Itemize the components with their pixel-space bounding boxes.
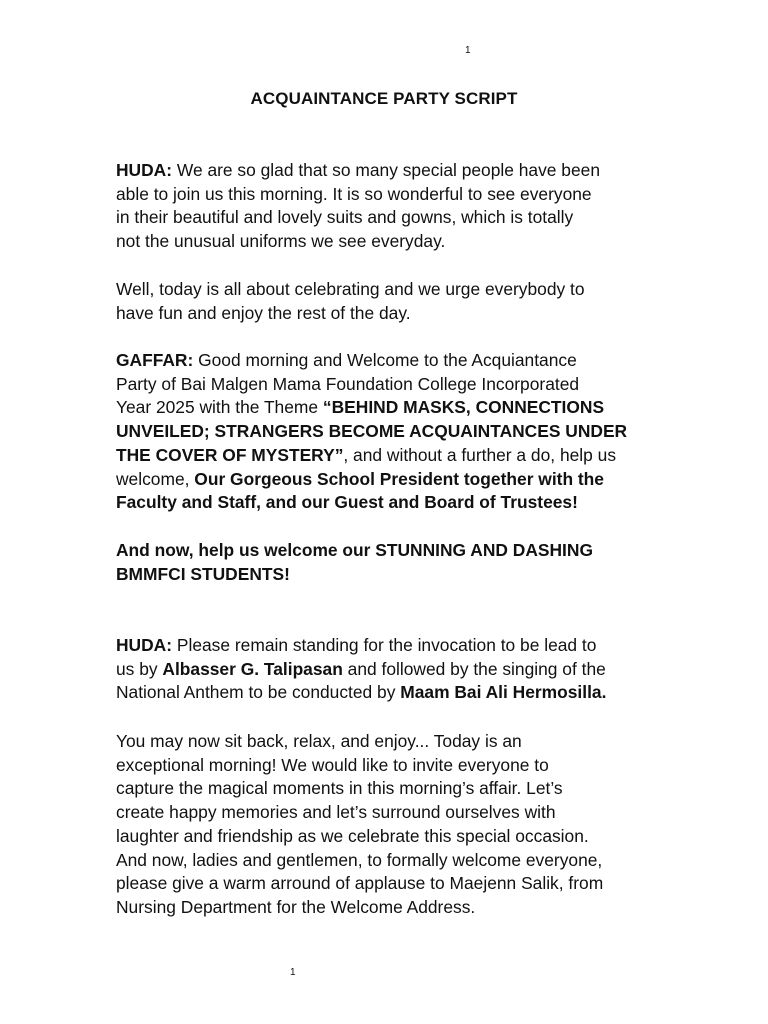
text-line: and followed by the singing of the: [342, 658, 606, 679]
text-line: National Anthem to be conducted by: [116, 682, 401, 703]
bold-text: Our Gorgeous School President together with the: [194, 468, 604, 489]
speaker-label: GAFFAR:: [116, 350, 194, 370]
bold-text: Faculty and Staff, and our Guest and Board of Trustees!: [116, 492, 578, 513]
person-name: Maam Bai Ali Hermosilla.: [400, 682, 607, 703]
text-line: in their beautiful and lovely suits and gowns, which is totally: [116, 207, 574, 228]
paragraph-gaffar-welcome: [116, 349, 656, 515]
text-line: We are so glad that so many special people have been: [172, 160, 600, 180]
page-title: ACQUAINTANCE PARTY SCRIPT: [250, 89, 518, 108]
text-line: Year 2025 with the Theme: [116, 397, 323, 418]
text-line: Please remain standing for the invocation to be lead to: [172, 635, 597, 655]
paragraph-welcome-address: [116, 730, 656, 920]
paragraph-celebrating: [116, 278, 656, 325]
text-line: BMMFCI STUDENTS!: [116, 563, 290, 584]
text-line: Nursing Department for the Welcome Address.: [116, 896, 476, 917]
text-line: not the unusual uniforms we see everyday.: [116, 231, 446, 252]
text-line: You may now sit back, relax, and enjoy... Today is an: [116, 731, 522, 751]
text-line: , and without a further a do, help us: [343, 444, 617, 465]
speaker-label: HUDA:: [116, 635, 173, 655]
text-line: laughter and friendship as we celebrate this special occasion.: [116, 825, 589, 846]
text-line: Well, today is all about celebrating and we urge everybody to: [116, 279, 585, 299]
text-line: Good morning and Welcome to the Acquiantance: [193, 350, 577, 370]
text-line: create happy memories and let’s surround ourselves with: [116, 802, 556, 823]
text-line: And now, ladies and gentlemen, to formally welcome everyone,: [116, 849, 603, 870]
text-line: please give a warm arround of applause to Maejenn Salik, from: [116, 873, 604, 894]
theme-text: THE COVER OF MYSTERY”: [116, 444, 344, 465]
paragraph-students-welcome: [116, 539, 656, 586]
page-number-bottom: 1: [290, 967, 296, 978]
paragraph-huda-invocation: [116, 634, 656, 705]
text-line: And now, help us welcome our STUNNING AND DASHING: [116, 540, 593, 560]
theme-text: UNVEILED; STRANGERS BECOME ACQUAINTANCES UNDER: [116, 421, 628, 442]
text-line: welcome,: [116, 468, 195, 489]
text-line: have fun and enjoy the rest of the day.: [116, 302, 411, 323]
person-name: Albasser G. Talipasan: [162, 658, 343, 679]
speaker-label: HUDA:: [116, 160, 173, 180]
theme-text: “BEHIND MASKS, CONNECTIONS: [322, 397, 605, 418]
paragraph-huda-opening: [116, 159, 656, 254]
text-line: us by: [116, 658, 163, 679]
text-line: able to join us this morning. It is so wonderful to see everyone: [116, 183, 592, 204]
text-line: exceptional morning! We would like to invite everyone to: [116, 754, 549, 775]
text-line: Party of Bai Malgen Mama Foundation College Incorporated: [116, 373, 580, 394]
text-line: capture the magical moments in this morning’s affair. Let’s: [116, 778, 563, 799]
page-number-top: 1: [465, 45, 471, 56]
